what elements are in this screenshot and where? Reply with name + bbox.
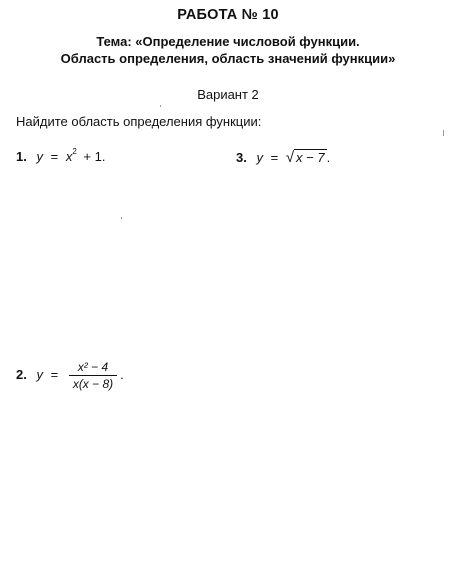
problem-2-numerator: x² − 4 [69, 360, 117, 376]
scan-speck [443, 130, 444, 136]
topic-line-2: Область определения, область значений функции» [60, 51, 396, 66]
problem-2 [16, 360, 124, 391]
topic-heading [0, 33, 456, 67]
problem-2-lhs: y [36, 366, 43, 382]
problem-1-equals: = [50, 149, 59, 164]
problem-1-variable: x [65, 149, 73, 164]
scan-speck [160, 105, 161, 107]
sqrt-icon: √ [285, 149, 295, 166]
scan-speck [121, 217, 122, 219]
problem-2-number: 2. [16, 366, 27, 382]
instruction-text: Найдите область определения функции: [16, 114, 262, 129]
problem-3-sqrt [286, 149, 327, 166]
worksheet-title: РАБОТА № 10 [177, 7, 279, 23]
problem-3-tail: . [326, 150, 331, 165]
problem-2-equals: = [50, 366, 59, 382]
topic-line-1: Тема: «Определение числовой функции. [96, 34, 360, 49]
problem-2-denominator: x(x − 8) [72, 377, 114, 391]
problem-3-lhs: y [256, 150, 263, 165]
problem-3-number: 3. [236, 150, 247, 165]
problem-2-tail: . [120, 366, 124, 382]
problem-1 [16, 146, 106, 164]
problem-3-radicand: x − 7 [296, 150, 325, 165]
problem-3-equals: = [270, 150, 279, 165]
problem-1-lhs: y [36, 149, 43, 164]
problem-1-number: 1. [16, 149, 27, 164]
problem-3 [236, 149, 330, 166]
problem-1-rest: + 1. [83, 149, 106, 164]
problem-1-exponent: 2 [72, 146, 77, 156]
variant-label: Вариант 2 [197, 87, 259, 102]
problem-2-fraction [69, 360, 117, 391]
